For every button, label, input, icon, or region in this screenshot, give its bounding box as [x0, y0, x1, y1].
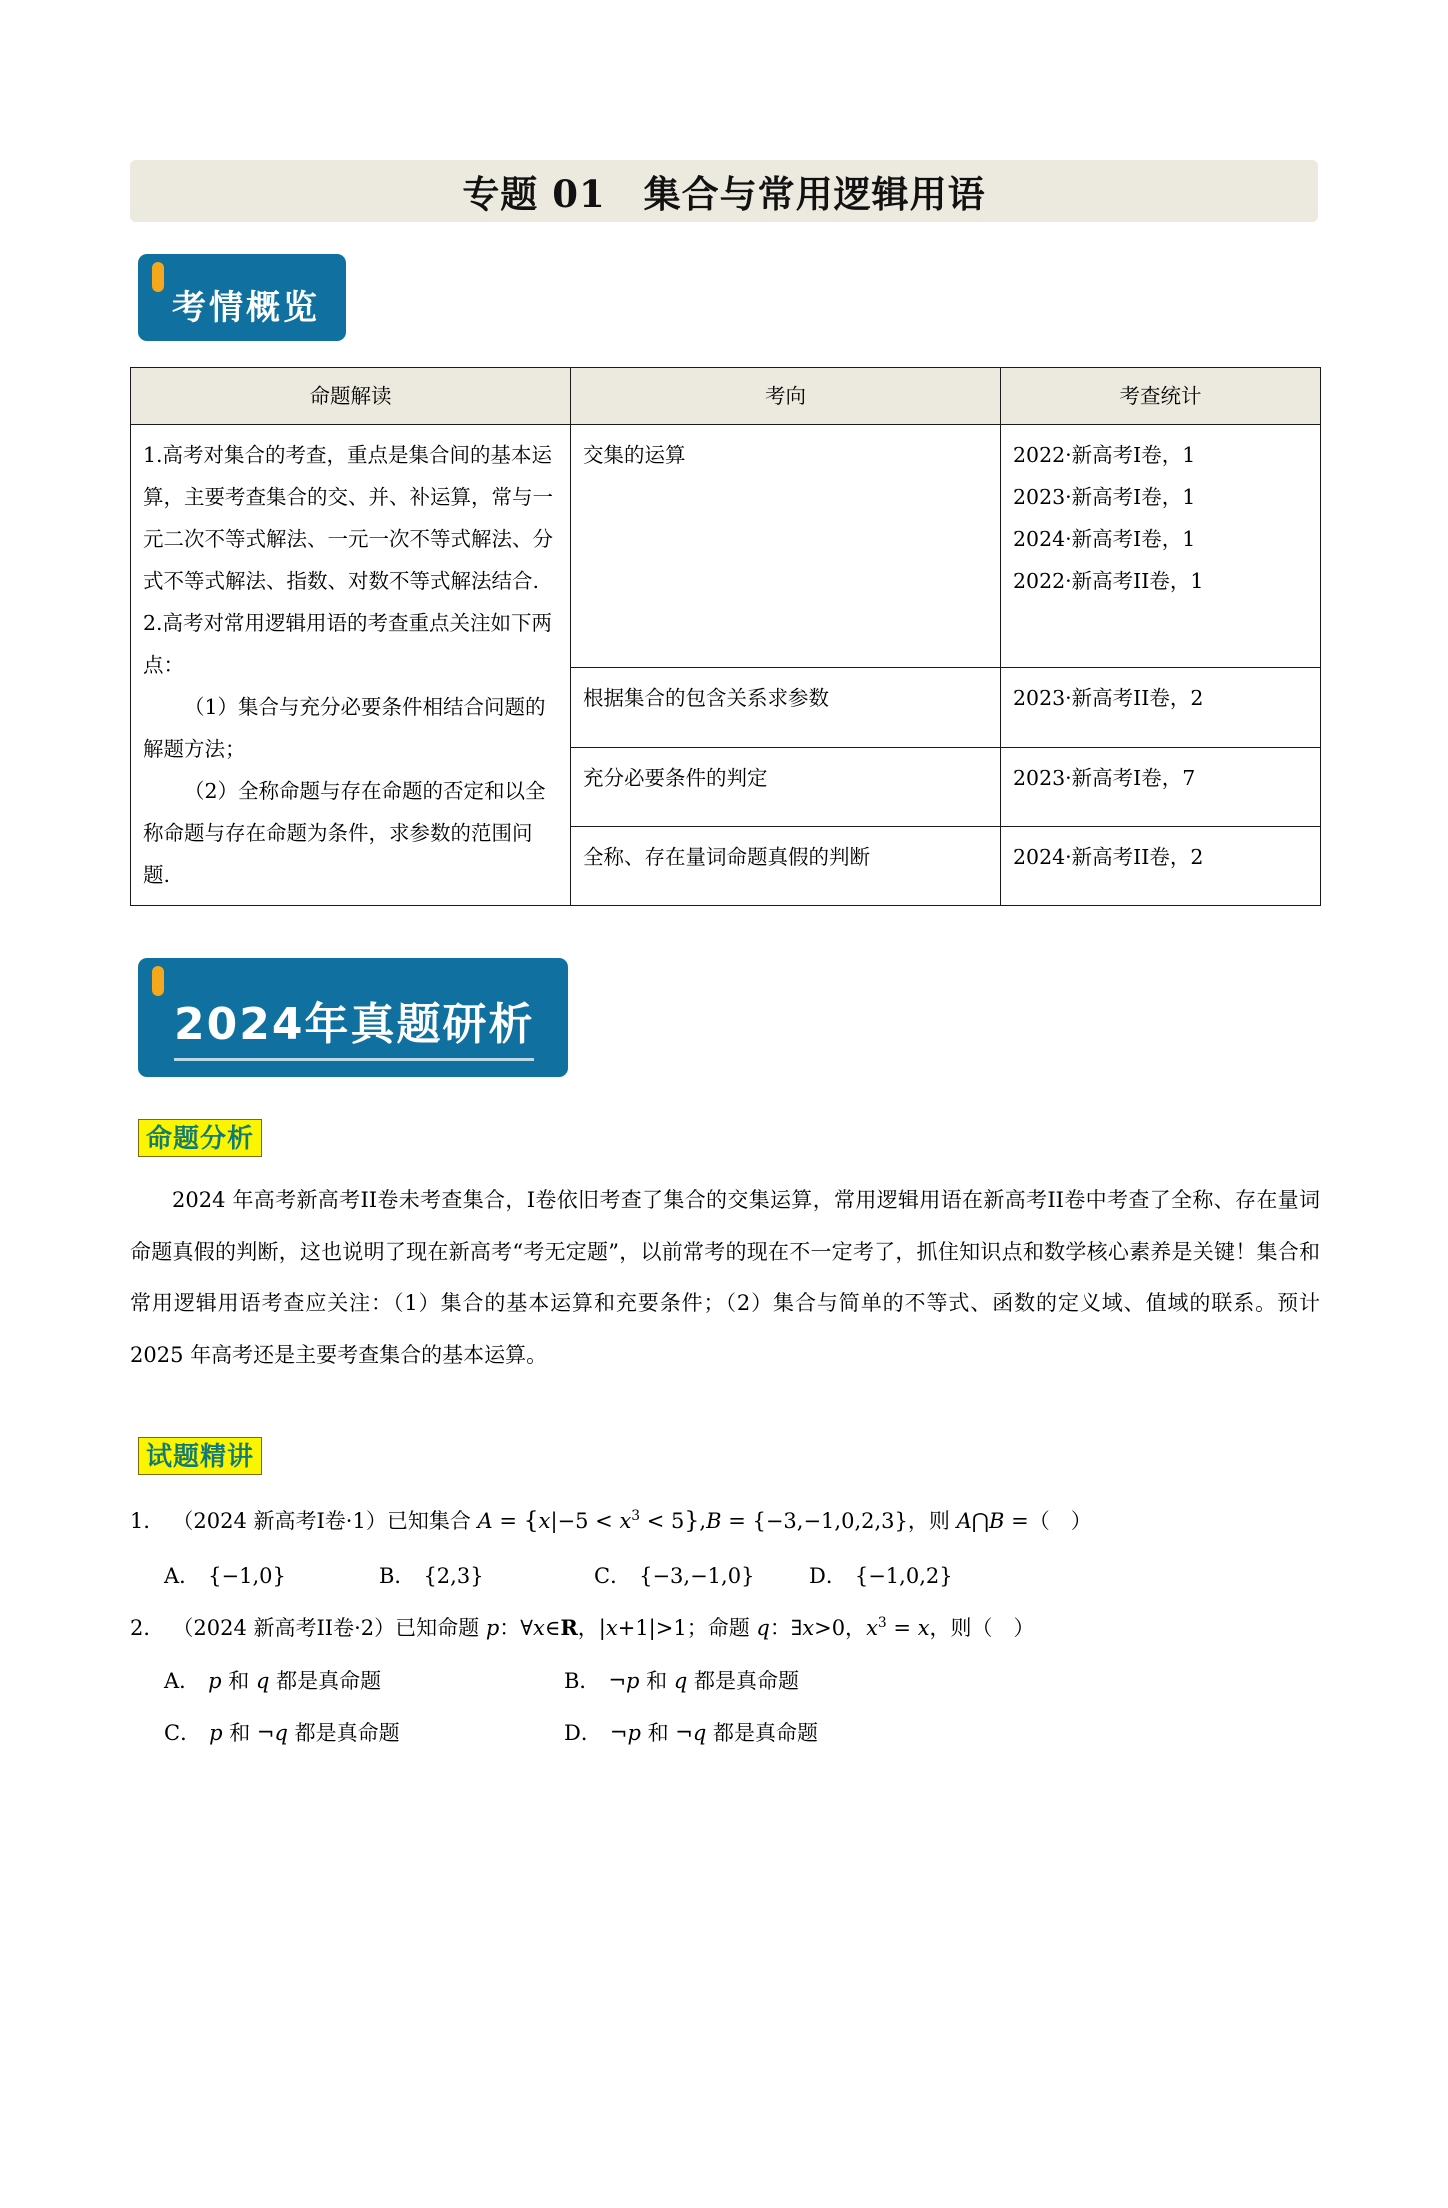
interpretation-line-3: （1）集合与充分必要条件相结合问题的解题方法；	[143, 695, 546, 762]
stat-item: 2022·新高考II卷，1	[1013, 569, 1204, 594]
table-header-stats: 考查统计	[1001, 368, 1321, 425]
badge-tick-icon	[152, 262, 164, 292]
section-badge-research-label: 2024年真题研析	[174, 988, 534, 1061]
option-b[interactable]: B． {2,3}	[379, 1563, 484, 1588]
question-2-options-row-1	[130, 1655, 1320, 1708]
interpretation-line-4: （2）全称命题与存在命题的否定和以全称命题与存在命题为条件，求参数的范围问题.	[143, 779, 546, 888]
question-1-stem	[130, 1491, 1320, 1550]
problems-marker: 试题精讲	[138, 1437, 262, 1475]
table-header-interpretation: 命题解读	[131, 368, 571, 425]
question-1-number: 1．	[130, 1509, 165, 1534]
document-page	[0, 160, 1448, 2208]
analysis-paragraph: 2024 年高考新高考II卷未考查集合，I卷依旧考查了集合的交集运算，常用逻辑用语在新高考II卷中考查了全称、存在量词命题真假的判断，这也说明了现在新高考“考无定题”，以前常考的现在不一定考了，抓住知识点和数学核心素养是关键！集合和常用逻辑用语考查应关注：（1）集合的基本运算和充要条件；（2）集合与简单的不等式、函数的定义域、值域的联系。预计 2025 年高考还是主要考查集合的基本运算。	[130, 1188, 1320, 1367]
questions-list	[130, 1491, 1320, 1760]
table-header-direction: 考向	[571, 368, 1001, 425]
cell-interpretation	[131, 425, 571, 906]
question-2-prefix: 已知命题 p：	[395, 1616, 521, 1641]
stat-item: 2024·新高考I卷，1	[1013, 527, 1196, 552]
option-c[interactable]: C． {−3,−1,0}	[594, 1563, 755, 1588]
research-badge-wrap	[130, 958, 1318, 1077]
table-row	[131, 425, 1321, 668]
question-2-math: ∀x∈R，|x+1|>1；命题 q：∃x>0，$x^3 = x$	[520, 1615, 930, 1641]
stat-item: 2022·新高考I卷，1	[1013, 443, 1196, 467]
option-a[interactable]: A． p 和 q 都是真命题	[164, 1668, 382, 1693]
option-d[interactable]: D． ¬p 和 ¬q 都是真命题	[564, 1721, 818, 1746]
option-d[interactable]: D． {−1,0,2}	[809, 1563, 953, 1588]
analysis-marker-wrap	[138, 1119, 1318, 1157]
cell-direction-1: 交集的运算	[571, 425, 1001, 668]
section-badge-overview-label: 考情概览	[172, 288, 320, 328]
question-1-prefix: 已知集合	[386, 1509, 478, 1534]
cell-direction-4: 全称、存在量词命题真假的判断	[571, 826, 1001, 905]
badge-tick-icon	[152, 966, 164, 996]
page-title-banner	[130, 160, 1318, 222]
question-2-stem	[130, 1602, 1320, 1655]
cell-stats-4: 2024·新高考II卷，2	[1001, 826, 1321, 905]
interpretation-line-2: 2.高考对常用逻辑用语的考查重点关注如下两点：	[143, 611, 553, 678]
overview-table	[130, 367, 1321, 906]
question-1-options	[130, 1550, 1320, 1603]
question-1-math: $A = \{x|-5 < x^3 < 5\},B = \{-3,-1,0,2,3\}$	[477, 1506, 908, 1535]
stat-item: 2023·新高考I卷，1	[1013, 485, 1196, 510]
cell-direction-3: 充分必要条件的判定	[571, 747, 1001, 826]
section-badge-overview	[138, 254, 346, 341]
interpretation-line-1: 1.高考对集合的考查，重点是集合间的基本运算，主要考查集合的交、并、补运算，常与一元二次不等式解法、一元一次不等式解法、分式不等式解法、指数、对数不等式解法结合.	[143, 443, 553, 594]
table-header-row	[131, 368, 1321, 425]
question-1-suffix: ，则 A⋂B =（ ）	[907, 1509, 1092, 1534]
option-b[interactable]: B． ¬p 和 q 都是真命题	[564, 1668, 799, 1693]
question-2-suffix: ，则（ ）	[929, 1616, 1035, 1641]
cell-direction-2: 根据集合的包含关系求参数	[571, 668, 1001, 747]
analysis-marker: 命题分析	[138, 1119, 262, 1157]
problems-marker-wrap	[138, 1437, 1318, 1475]
question-2-options-row-2	[130, 1707, 1320, 1760]
question-2-source: （2024 新高考II卷·2）	[172, 1616, 396, 1641]
question-1-source: （2024 新高考I卷·1）	[172, 1509, 387, 1534]
question-2-number: 2．	[130, 1616, 165, 1641]
option-a[interactable]: A． {−1,0}	[164, 1563, 286, 1588]
option-c[interactable]: C． p 和 ¬q 都是真命题	[164, 1721, 400, 1746]
cell-stats-2: 2023·新高考II卷，2	[1001, 668, 1321, 747]
cell-stats-3: 2023·新高考I卷，7	[1001, 747, 1321, 826]
section-badge-research	[138, 958, 568, 1077]
cell-stats-1	[1001, 425, 1321, 668]
page-title: 专题 01 集合与常用逻辑用语	[462, 172, 986, 216]
